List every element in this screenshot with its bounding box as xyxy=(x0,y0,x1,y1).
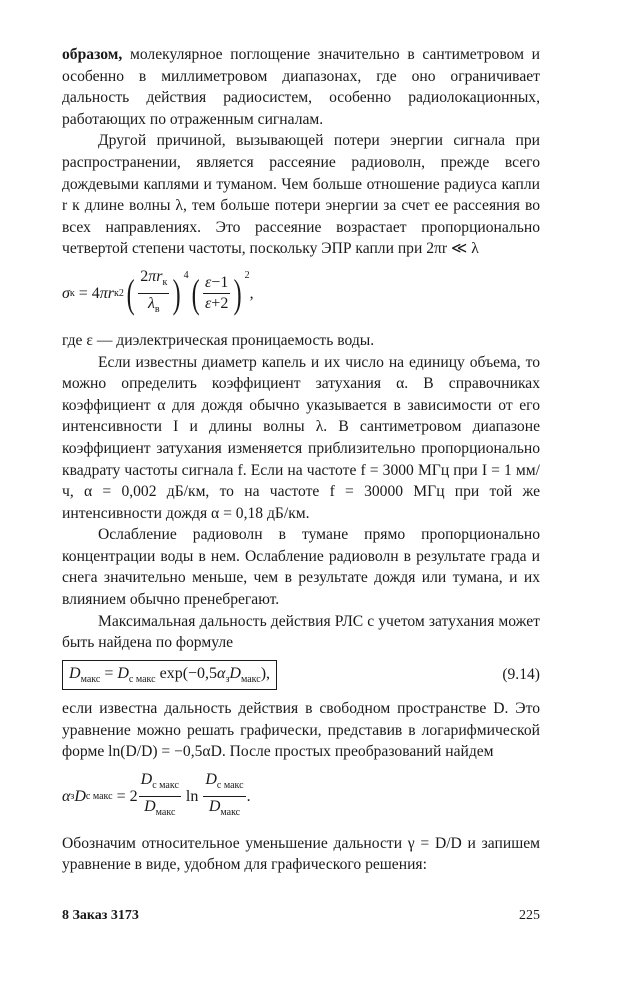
paragraph-1-bold: образом, xyxy=(62,46,123,63)
formula-dmax-boxed: $D_{макс} = D_{с макс}$ $\exp(-0,5\alpha_зD_{макс})$, xyxy=(62,660,277,690)
paragraph-1 xyxy=(62,44,540,130)
paragraph-8: Обозначим относительное уменьшение дальности γ = D/D и запишем уравнение в виде, удобном для графического решения: xyxy=(62,834,540,874)
equation-number: (9.14) xyxy=(502,665,540,683)
formula-alpha: α з D с макс = 2 $\frac{D_{с макс}}{D_{макс}}$ ln $\frac{D_{с макс}}{D_{макс}}$ . xyxy=(62,771,251,819)
page-body xyxy=(62,44,540,876)
formula-dmax-row xyxy=(62,660,540,690)
page-number: 225 xyxy=(519,908,540,923)
paragraph-6: Максимальная дальность действия РЛС с учетом затухания может быть найдена по формуле xyxy=(62,612,540,652)
paragraph-2: Другой причиной, вызывающей потери энергии сигнала при распространении, является рассеяние радиоволн, прежде всего дождевыми каплями и туманом. Чем больше отношение радиуса капли r к длине волны λ, тем больше потери энергии за счет ее рассеяния во всех направлениях. Это рассеяние возрастает пропорционально четвертой степени частоты, поскольку ЭПР капли при 2πr ≪ λ xyxy=(62,132,540,258)
paragraph-1-text: молекулярное поглощение значительно в сантиметровом и особенно в миллиметровом диапазонах, где оно ограничивает дальность действия радиосистем, особенно радиолокационных, работающих по отраженным сигналам. xyxy=(62,46,540,128)
paragraph-4: Если известны диаметр капель и их число на единицу объема, то можно определить коэффициент затухания α. В справочниках коэффициент α для дождя обычно указывается в зависимости от его интенсивности I и длины волны λ. В сантиметровом диапазоне коэффициент затухания изменяется приблизительно пропорционально квадрату частоты сигнала f. Если на частоте f = 3000 МГц при I = 1 мм/ч, α = 0,002 дБ/км, то на частоте f = 30000 МГц при той же интенсивности дождя α = 0,18 дБ/км. xyxy=(62,353,540,522)
formula-sigma: σ к = 4 πr к 2 ( $\frac{2\pi r_к}{\lambda_в}$ ) $^4$ ( $\frac{\varepsilon-1}{\varepsilon+2}$ ) $^2$ , xyxy=(62,268,254,316)
paragraph-3: где ε — диэлектрическая проницаемость воды. xyxy=(62,331,375,349)
paragraph-5: Ослабление радиоволн в тумане прямо пропорционально концентрации воды в нем. Ослабление радиоволн в результате града и снега значительно меньше, чем в результате дождя или тумана, и их влиянием обычно пренебрегают. xyxy=(62,526,540,609)
paragraph-7: если известна дальность действия в свободном пространстве D. Это уравнение можно решать графически, представив в логарифмической форме ln(D/D) = −0,5αD. После простых преобразований найдем xyxy=(62,700,540,761)
page-footer xyxy=(62,908,540,924)
footer-signature: 8 Заказ 3173 xyxy=(62,908,139,923)
